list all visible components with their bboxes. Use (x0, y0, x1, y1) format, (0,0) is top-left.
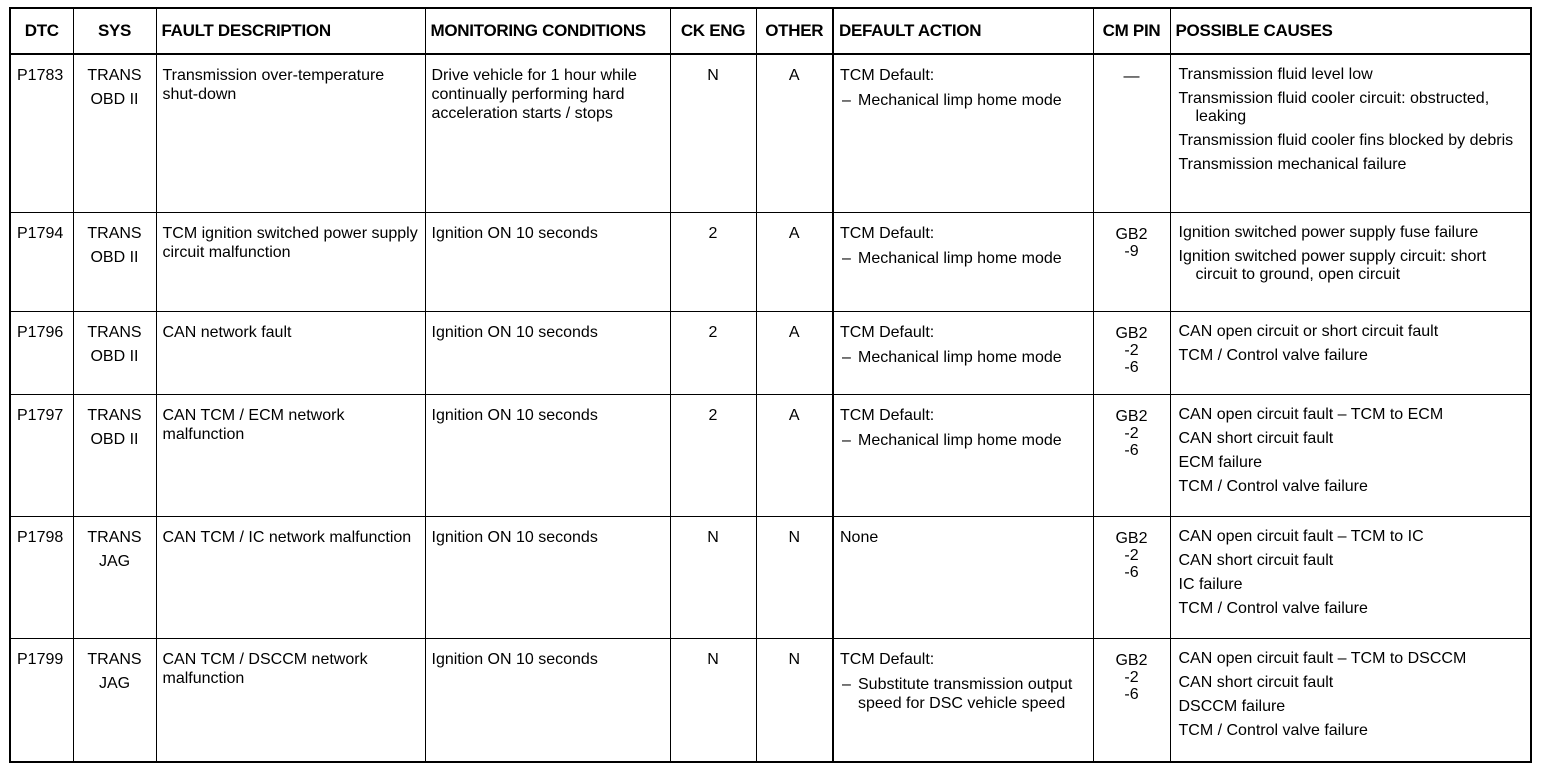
monitoring-conditions: Ignition ON 10 seconds (431, 224, 598, 242)
dtc-code: P1798 (17, 528, 64, 546)
default-action-text: Mechanical limp home mode (858, 249, 1062, 267)
other-cell (756, 516, 833, 638)
header-sys: SYS (73, 8, 156, 54)
monitoring-conditions-cell (425, 212, 670, 311)
possible-cause: Ignition switched power supply fuse failure (1178, 223, 1479, 241)
dash-bullet-icon: – (842, 675, 851, 693)
ck-eng-cell (670, 638, 756, 762)
possible-cause: Transmission mechanical failure (1178, 156, 1407, 173)
possible-cause: CAN open circuit fault – TCM to ECM (1178, 405, 1444, 423)
ck-eng-cell (670, 394, 756, 516)
monitoring-conditions: Ignition ON 10 seconds (431, 406, 598, 424)
ck-eng-cell (670, 212, 756, 311)
other-cell (756, 311, 833, 394)
fault-description-cell (156, 311, 425, 394)
sys-line: TRANS (87, 323, 142, 341)
table-row (10, 394, 1531, 516)
fault-description: TCM ignition switched power supply circuit malfunction (162, 224, 418, 261)
default-action-heading: TCM Default: (840, 224, 935, 242)
cm-pin-cell (1093, 638, 1170, 762)
sys-line: TRANS (87, 650, 142, 668)
table-row (10, 311, 1531, 394)
fault-description: CAN TCM / ECM network malfunction (162, 406, 345, 443)
default-action-cell (833, 516, 1093, 638)
cm-pin-line: GB2 (1115, 225, 1148, 243)
default-action-heading: TCM Default: (840, 650, 935, 668)
default-action-item (842, 675, 1088, 713)
ck-eng-value: 2 (708, 406, 718, 424)
table-body (10, 54, 1531, 762)
default-action-list (840, 91, 1088, 110)
default-action-cell (833, 54, 1093, 212)
dtc-code-cell (10, 516, 73, 638)
default-action-heading: TCM Default: (840, 323, 935, 341)
dtc-code: P1796 (17, 323, 64, 341)
dash-bullet-icon: – (842, 431, 851, 449)
possible-cause: TCM / Control valve failure (1178, 477, 1368, 495)
dash-bullet-icon: – (842, 92, 851, 109)
default-action-list (840, 348, 1088, 367)
sys-cell (73, 638, 156, 762)
table-row (10, 212, 1531, 311)
header-monitoring-conditions: MONITORING CONDITIONS (425, 8, 670, 54)
ck-eng-value: N (707, 528, 719, 546)
fault-description: CAN TCM / IC network malfunction (162, 528, 412, 546)
sys-line: OBD II (90, 430, 139, 448)
header-possible-causes: POSSIBLE CAUSES (1170, 8, 1531, 54)
possible-cause: Transmission fluid level low (1178, 66, 1373, 83)
cm-pin-cell (1093, 394, 1170, 516)
monitoring-conditions-cell (425, 638, 670, 762)
dtc-table (9, 7, 1532, 763)
default-action-text: Mechanical limp home mode (858, 431, 1062, 449)
cm-pin-line: -6 (1124, 685, 1139, 703)
possible-cause: CAN short circuit fault (1178, 673, 1334, 691)
possible-cause: Transmission fluid cooler fins blocked by debris (1178, 132, 1514, 149)
possible-cause: CAN open circuit fault – TCM to DSCCM (1178, 649, 1467, 667)
other-cell (756, 638, 833, 762)
monitoring-conditions: Ignition ON 10 seconds (431, 323, 598, 341)
sys-cell (73, 311, 156, 394)
ck-eng-cell (670, 516, 756, 638)
dtc-code-cell (10, 54, 73, 212)
dtc-code-cell (10, 394, 73, 516)
cm-pin-line: GB2 (1115, 651, 1148, 669)
sys-line: TRANS (87, 67, 142, 84)
other-value: A (788, 67, 800, 84)
possible-cause: Transmission fluid cooler circuit: obstructed, leaking (1178, 90, 1490, 125)
possible-cause: TCM / Control valve failure (1178, 721, 1368, 739)
dtc-code: P1797 (17, 406, 64, 424)
monitoring-conditions-cell (425, 54, 670, 212)
possible-cause: CAN short circuit fault (1178, 429, 1334, 447)
default-action-text: Mechanical limp home mode (858, 348, 1062, 366)
default-action-list (840, 431, 1088, 450)
sys-line: OBD II (90, 347, 139, 365)
table-row (10, 516, 1531, 638)
header-dtc: DTC (10, 8, 73, 54)
default-action-cell (833, 212, 1093, 311)
cm-pin-line: -2 (1124, 546, 1139, 564)
fault-description-cell (156, 394, 425, 516)
dtc-code-cell (10, 212, 73, 311)
monitoring-conditions: Drive vehicle for 1 hour while continually performing hard acceleration starts / stops (431, 67, 637, 122)
header-fault-description: FAULT DESCRIPTION (156, 8, 425, 54)
default-action-cell (833, 638, 1093, 762)
other-value: A (788, 224, 800, 242)
table-header (10, 8, 1531, 54)
header-ck-eng: CK ENG (670, 8, 756, 54)
table-row (10, 54, 1531, 212)
cm-pin-cell (1093, 54, 1170, 212)
other-value: N (788, 528, 801, 546)
default-action-heading: TCM Default: (840, 406, 935, 424)
other-value: A (788, 323, 800, 341)
fault-description-cell (156, 516, 425, 638)
ck-eng-value: N (707, 650, 719, 668)
fault-description: CAN network fault (162, 323, 292, 341)
cm-pin-line: — (1123, 68, 1140, 85)
sys-line: OBD II (90, 248, 139, 266)
sys-line: OBD II (90, 91, 139, 108)
ck-eng-value: 2 (708, 224, 718, 242)
default-action-cell (833, 394, 1093, 516)
sys-cell (73, 394, 156, 516)
default-action-item (842, 348, 1088, 367)
cm-pin-line: -6 (1124, 563, 1139, 581)
default-action-cell (833, 311, 1093, 394)
possible-cause: ECM failure (1178, 453, 1263, 471)
possible-causes-cell (1170, 212, 1531, 311)
fault-description-cell (156, 212, 425, 311)
cm-pin-cell (1093, 212, 1170, 311)
cm-pin-line: GB2 (1115, 529, 1148, 547)
header-default-action: DEFAULT ACTION (833, 8, 1093, 54)
monitoring-conditions-cell (425, 311, 670, 394)
cm-pin-line: -6 (1124, 441, 1139, 459)
possible-cause: TCM / Control valve failure (1178, 346, 1368, 364)
cm-pin-cell (1093, 311, 1170, 394)
default-action-item (842, 249, 1088, 268)
cm-pin-line: GB2 (1115, 324, 1148, 342)
dtc-code-cell (10, 638, 73, 762)
header-other: OTHER (756, 8, 833, 54)
other-cell (756, 394, 833, 516)
sys-line: TRANS (87, 224, 142, 242)
dash-bullet-icon: – (842, 348, 851, 366)
default-action-item (842, 91, 1088, 110)
possible-cause: CAN open circuit fault – TCM to IC (1178, 527, 1424, 545)
fault-description: Transmission over-temperature shut-down (162, 67, 385, 103)
possible-causes-cell (1170, 516, 1531, 638)
sys-line: TRANS (87, 528, 142, 546)
fault-description-cell (156, 638, 425, 762)
fault-description-cell (156, 54, 425, 212)
cm-pin-line: GB2 (1115, 407, 1148, 425)
possible-causes-cell (1170, 54, 1531, 212)
monitoring-conditions-cell (425, 516, 670, 638)
ck-eng-cell (670, 54, 756, 212)
cm-pin-line: -2 (1124, 668, 1139, 686)
monitoring-conditions: Ignition ON 10 seconds (431, 528, 598, 546)
default-action-list (840, 249, 1088, 268)
possible-causes-cell (1170, 311, 1531, 394)
possible-causes-cell (1170, 638, 1531, 762)
other-value: A (788, 406, 800, 424)
possible-cause: CAN open circuit or short circuit fault (1178, 322, 1439, 340)
cm-pin-cell (1093, 516, 1170, 638)
cm-pin-line: -6 (1124, 358, 1139, 376)
default-action-heading: None (840, 528, 879, 546)
other-value: N (788, 650, 801, 668)
sys-cell (73, 212, 156, 311)
possible-causes-cell (1170, 394, 1531, 516)
fault-description: CAN TCM / DSCCM network malfunction (162, 650, 368, 687)
dtc-code: P1794 (17, 224, 64, 242)
other-cell (756, 54, 833, 212)
dtc-code: P1799 (17, 650, 64, 668)
default-action-text: Substitute transmission output speed for DSC vehicle speed (858, 675, 1073, 712)
dtc-code-cell (10, 311, 73, 394)
default-action-heading: TCM Default: (840, 67, 935, 84)
cm-pin-line: -2 (1124, 424, 1139, 442)
possible-cause: IC failure (1178, 575, 1243, 593)
ck-eng-value: N (707, 67, 719, 84)
sys-cell (73, 516, 156, 638)
table-row (10, 638, 1531, 762)
dtc-code: P1783 (17, 67, 64, 84)
ck-eng-value: 2 (708, 323, 718, 341)
default-action-text: Mechanical limp home mode (858, 92, 1062, 109)
cm-pin-line: -2 (1124, 341, 1139, 359)
default-action-list (840, 675, 1088, 713)
cm-pin-line: -9 (1124, 242, 1139, 260)
sys-line: JAG (98, 552, 131, 570)
possible-cause: TCM / Control valve failure (1178, 599, 1368, 617)
possible-cause: CAN short circuit fault (1178, 551, 1334, 569)
other-cell (756, 212, 833, 311)
monitoring-conditions-cell (425, 394, 670, 516)
sys-line: TRANS (87, 406, 142, 424)
monitoring-conditions: Ignition ON 10 seconds (431, 650, 598, 668)
header-cm-pin: CM PIN (1093, 8, 1170, 54)
default-action-item (842, 431, 1088, 450)
sys-cell (73, 54, 156, 212)
ck-eng-cell (670, 311, 756, 394)
sys-line: JAG (98, 674, 131, 692)
possible-cause: Ignition switched power supply circuit: short circuit to ground, open circuit (1178, 247, 1487, 283)
dash-bullet-icon: – (842, 249, 851, 267)
possible-cause: DSCCM failure (1178, 697, 1286, 715)
